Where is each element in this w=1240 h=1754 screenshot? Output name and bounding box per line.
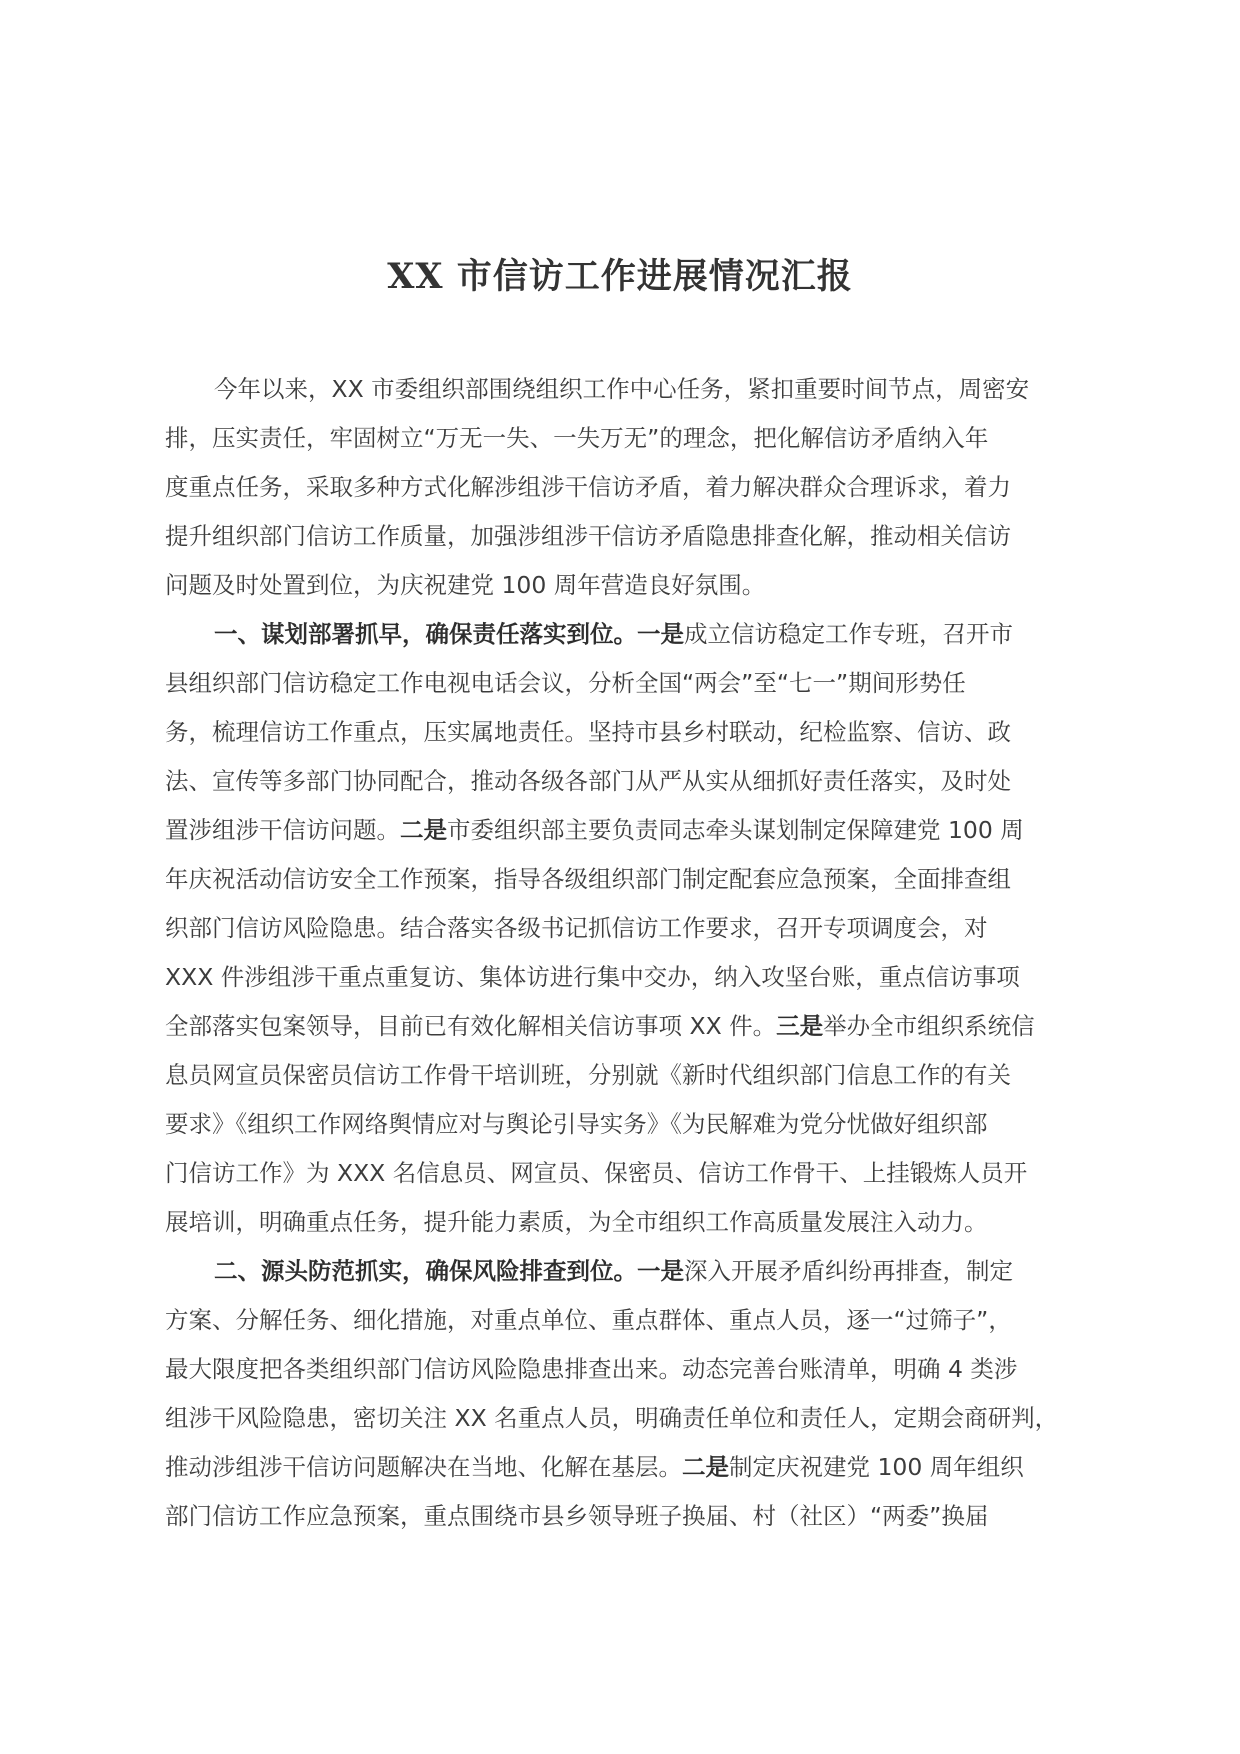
body-text-span: 度重点任务，采取多种方式化解涉组涉干信访矛盾，着力解决群众合理诉求，着力: [165, 473, 1011, 501]
body-text-span: 全部落实包案领导，目前已有效化解相关信访事项 XX 件。: [165, 1012, 777, 1040]
paragraph-line: [165, 1394, 1085, 1443]
paragraph-line: [165, 414, 1085, 463]
paragraph-line: [165, 1198, 1085, 1247]
paragraph-line: [165, 1002, 1085, 1051]
body-text-span: 提升组织部门信访工作质量，加强涉组涉干信访矛盾隐患排查化解，推动相关信访: [165, 522, 1011, 550]
paragraph-line: [165, 610, 1085, 659]
bold-heading-text: 三是: [776, 1012, 824, 1040]
paragraph-line: [165, 904, 1085, 953]
paragraph-line: [165, 463, 1085, 512]
body-text-span: 展培训，明确重点任务，提升能力素质，为全市组织工作高质量发展注入动力。: [165, 1208, 988, 1236]
body-text-span: 最大限度把各类组织部门信访风险隐患排查出来。动态完善台账清单，明确 4 类涉: [165, 1355, 1018, 1383]
paragraph-line: [165, 806, 1085, 855]
paragraph-line: [165, 365, 1085, 414]
paragraph-line: [165, 1492, 1085, 1541]
body-text-span: 问题及时处置到位，为庆祝建党 100 周年营造良好氛围。: [165, 571, 766, 599]
body-text-span: 织部门信访风险隐患。结合落实各级书记抓信访工作要求，召开专项调度会，对: [165, 914, 988, 942]
paragraph-line: [165, 512, 1085, 561]
bold-heading-text: 二是: [400, 816, 447, 844]
body-text-span: 组涉干风险隐患，密切关注 XX 名重点人员，明确责任单位和责任人，定期会商研判，: [165, 1404, 1059, 1432]
document-title: XX 市信访工作进展情况汇报: [387, 256, 853, 297]
body-text-span: 部门信访工作应急预案，重点围绕市县乡领导班子换届、村（社区）“两委”换届: [165, 1502, 989, 1530]
paragraph-line: [165, 561, 1085, 610]
paragraph-line: [165, 1443, 1085, 1492]
paragraph-line: [165, 1149, 1085, 1198]
paragraph-line: [165, 757, 1085, 806]
paragraph-line: [165, 1296, 1085, 1345]
body-text-span: 务，梳理信访工作重点，压实属地责任。坚持市县乡村联动，纪检监察、信访、政: [165, 718, 1011, 746]
body-text-span: 举办全市组织系统信: [823, 1012, 1035, 1040]
body-text-span: 法、宣传等多部门协同配合，推动各级各部门从严从实从细抓好责任落实，及时处: [165, 767, 1011, 795]
paragraph-line: [165, 1100, 1085, 1149]
body-text-span: 置涉组涉干信访问题。: [165, 816, 400, 844]
paragraph-line: [165, 708, 1085, 757]
paragraph-line: [165, 1051, 1085, 1100]
body-text-span: XXX 件涉组涉干重点重复访、集体访进行集中交办，纳入攻坚台账，重点信访事项: [165, 963, 1020, 991]
paragraph-line: [165, 855, 1085, 904]
body-text-span: 推动涉组涉干信访问题解决在当地、化解在基层。: [165, 1453, 682, 1481]
body-text-span: 市委组织部主要负责同志牵头谋划制定保障建党 100 周: [447, 816, 1024, 844]
body-text-span: 县组织部门信访稳定工作电视电话会议，分析全国“两会”至“七一”期间形势任: [165, 669, 966, 697]
body-text-span: 门信访工作》为 XXX 名信息员、网宣员、保密员、信访工作骨干、上挂锻炼人员开: [165, 1159, 1028, 1187]
body-text-span: 成立信访稳定工作专班，召开市: [684, 620, 1013, 648]
body-text-span: 深入开展矛盾纠纷再排查，制定: [684, 1257, 1013, 1285]
body-text-span: 要求》《组织工作网络舆情应对与舆论引导实务》《为民解难为党分忧做好组织部: [165, 1110, 988, 1138]
bold-heading-text: 一、谋划部署抓早，确保责任落实到位。一是: [214, 620, 684, 648]
body-text-span: 方案、分解任务、细化措施，对重点单位、重点群体、重点人员，逐一“过筛子”，: [165, 1306, 1012, 1334]
body-text-span: 制定庆祝建党 100 周年组织: [729, 1453, 1024, 1481]
body-text-span: 今年以来，XX 市委组织部围绕组织工作中心任务，紧扣重要时间节点，周密安: [214, 375, 1030, 403]
body-text-span: 排，压实责任，牢固树立“万无一失、一失万无”的理念，把化解信访矛盾纳入年: [165, 424, 989, 452]
body-text-span: 息员网宣员保密员信访工作骨干培训班，分别就《新时代组织部门信息工作的有关: [165, 1061, 1011, 1089]
paragraph-line: [165, 953, 1085, 1002]
paragraph-line: [165, 1345, 1085, 1394]
paragraph-line: [165, 1247, 1085, 1296]
body-text-span: 年庆祝活动信访安全工作预案，指导各级组织部门制定配套应急预案，全面排查组: [165, 865, 1011, 893]
document-body: [165, 365, 1085, 1541]
paragraph-line: [165, 659, 1085, 708]
bold-heading-text: 二、源头防范抓实，确保风险排查到位。一是: [214, 1257, 684, 1285]
bold-heading-text: 二是: [682, 1453, 729, 1481]
